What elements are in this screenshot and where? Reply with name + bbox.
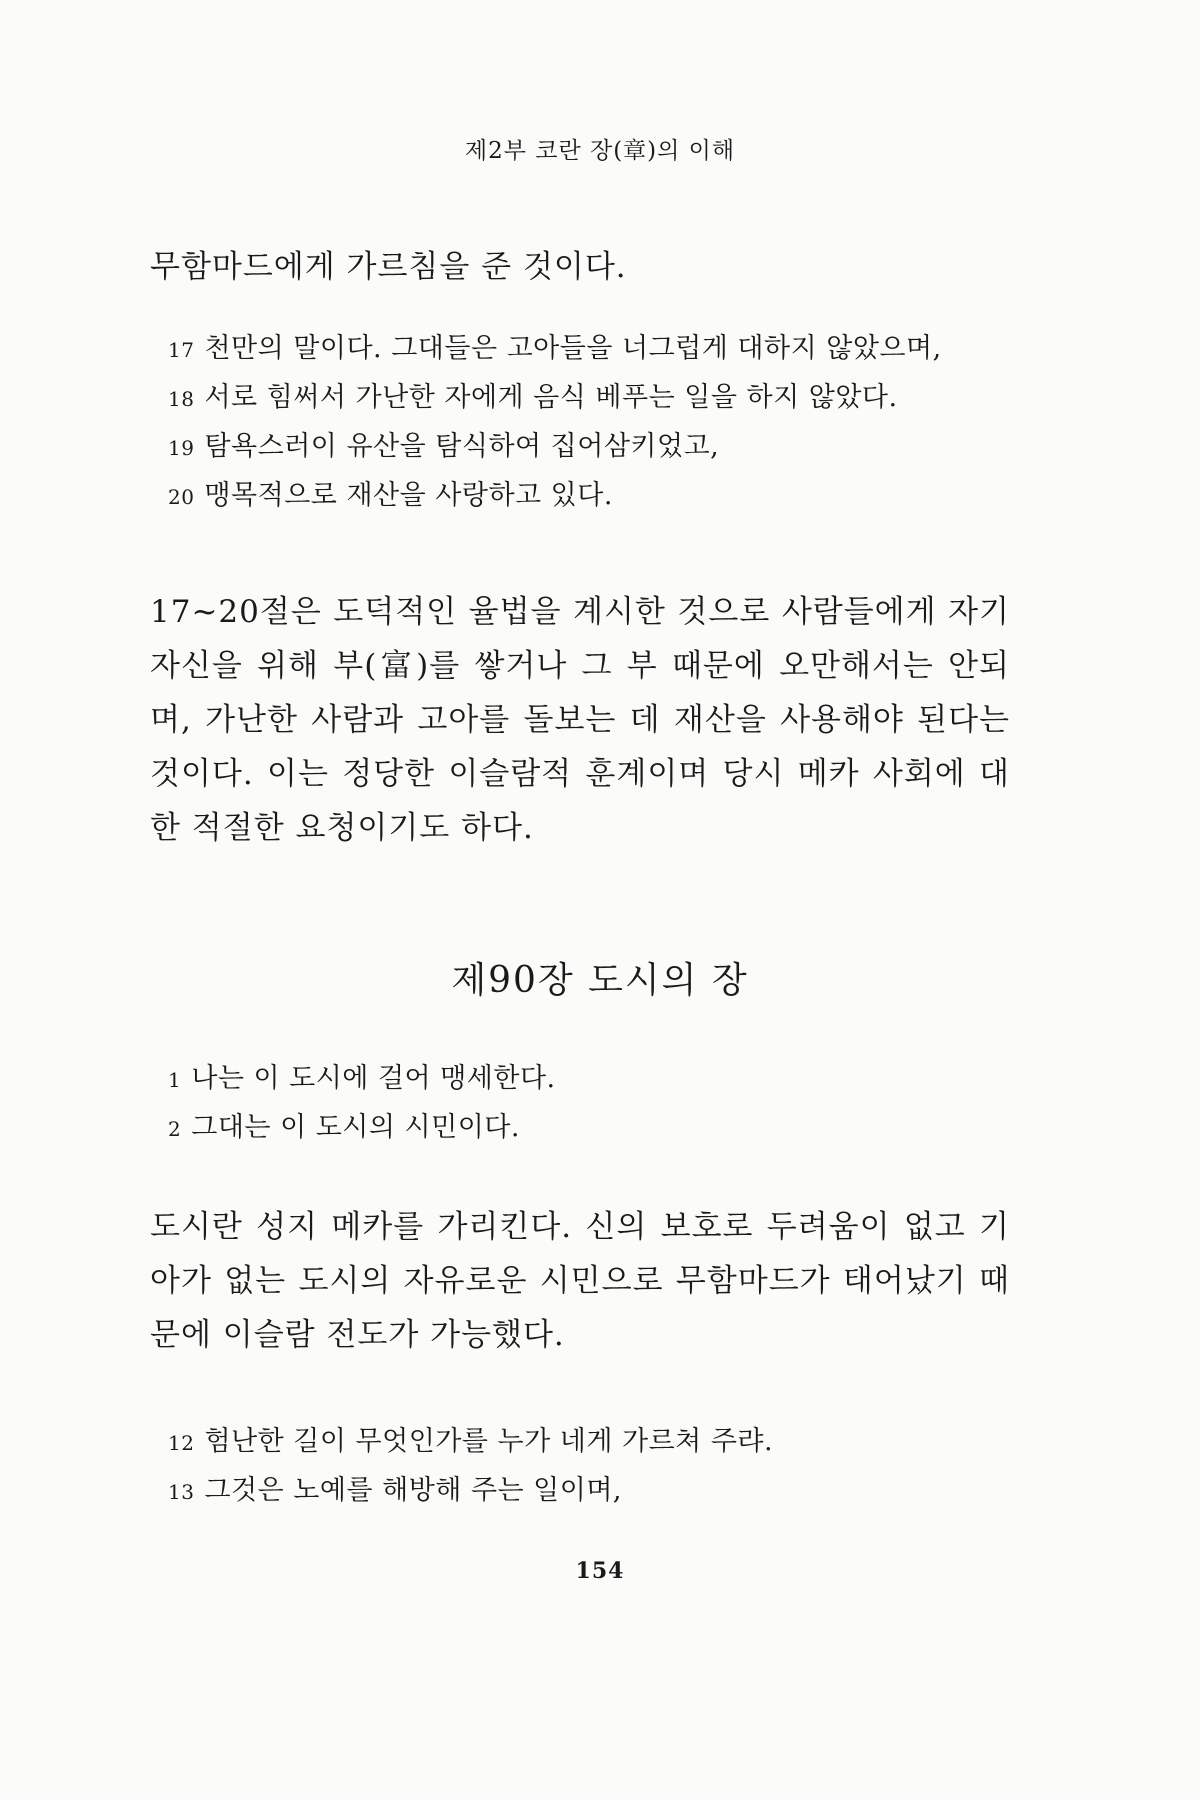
intro-paragraph: 무함마드에게 가르침을 준 것이다. xyxy=(150,249,627,285)
city-paragraph-block xyxy=(150,1200,1010,1362)
verse-line xyxy=(168,1467,1028,1516)
verse-text: 그것은 노예를 해방해 주는 일이며, xyxy=(204,1475,623,1506)
verse-line xyxy=(168,472,1028,521)
verse-group-b xyxy=(168,1055,1028,1153)
verse-number: 19 xyxy=(168,436,195,460)
verse-text: 맹목적으로 재산을 사랑하고 있다. xyxy=(204,480,613,511)
intro-paragraph-block xyxy=(150,240,1010,294)
verse-line xyxy=(168,325,1028,374)
verse-number: 20 xyxy=(168,485,195,509)
verse-line xyxy=(168,1104,1028,1153)
verse-number: 18 xyxy=(168,387,195,411)
verse-line xyxy=(168,374,1028,423)
chapter-title: 제90장 도시의 장 xyxy=(451,960,749,1001)
verse-group-c xyxy=(168,1418,1028,1516)
commentary-paragraph: 17~20절은 도덕적인 율법을 계시한 것으로 사람들에게 자기 자신을 위해 부(富)를 쌓거나 그 부 때문에 오만해서는 안되며, 가난한 사람과 고아를 돌보는 데 재산을 사용해야 된다는 것이다. 이는 정당한 이슬람적 훈계이며 당시 메카 사회에 대한 적절한 요청이기도 하다. xyxy=(150,594,1010,846)
verse-text: 탐욕스러이 유산을 탐식하여 집어삼키었고, xyxy=(204,431,720,462)
verse-line xyxy=(168,423,1028,472)
verse-line xyxy=(168,1055,1028,1104)
commentary-paragraph-block xyxy=(150,585,1010,855)
verse-number: 17 xyxy=(168,338,195,362)
verse-number: 13 xyxy=(168,1480,195,1504)
verse-group-a xyxy=(168,325,1028,521)
verse-line xyxy=(168,1418,1028,1467)
verse-text: 천만의 말이다. 그대들은 고아들을 너그럽게 대하지 않았으며, xyxy=(204,333,942,364)
verse-text: 나는 이 도시에 걸어 맹세한다. xyxy=(191,1063,556,1094)
verse-number: 1 xyxy=(168,1068,182,1092)
city-paragraph: 도시란 성지 메카를 가리킨다. 신의 보호로 두려움이 없고 기아가 없는 도시의 자유로운 시민으로 무함마드가 태어났기 때문에 이슬람 전도가 가능했다. xyxy=(150,1209,1010,1353)
running-head: 제2부 코란 장(章)의 이해 xyxy=(464,138,736,164)
verse-number: 12 xyxy=(168,1431,195,1455)
page-number: 154 xyxy=(575,1558,625,1584)
verse-number: 2 xyxy=(168,1117,182,1141)
verse-text: 그대는 이 도시의 시민이다. xyxy=(191,1112,520,1143)
verse-text: 서로 힘써서 가난한 자에게 음식 베푸는 일을 하지 않았다. xyxy=(204,382,898,413)
verse-text: 험난한 길이 무엇인가를 누가 네게 가르쳐 주랴. xyxy=(204,1426,774,1457)
